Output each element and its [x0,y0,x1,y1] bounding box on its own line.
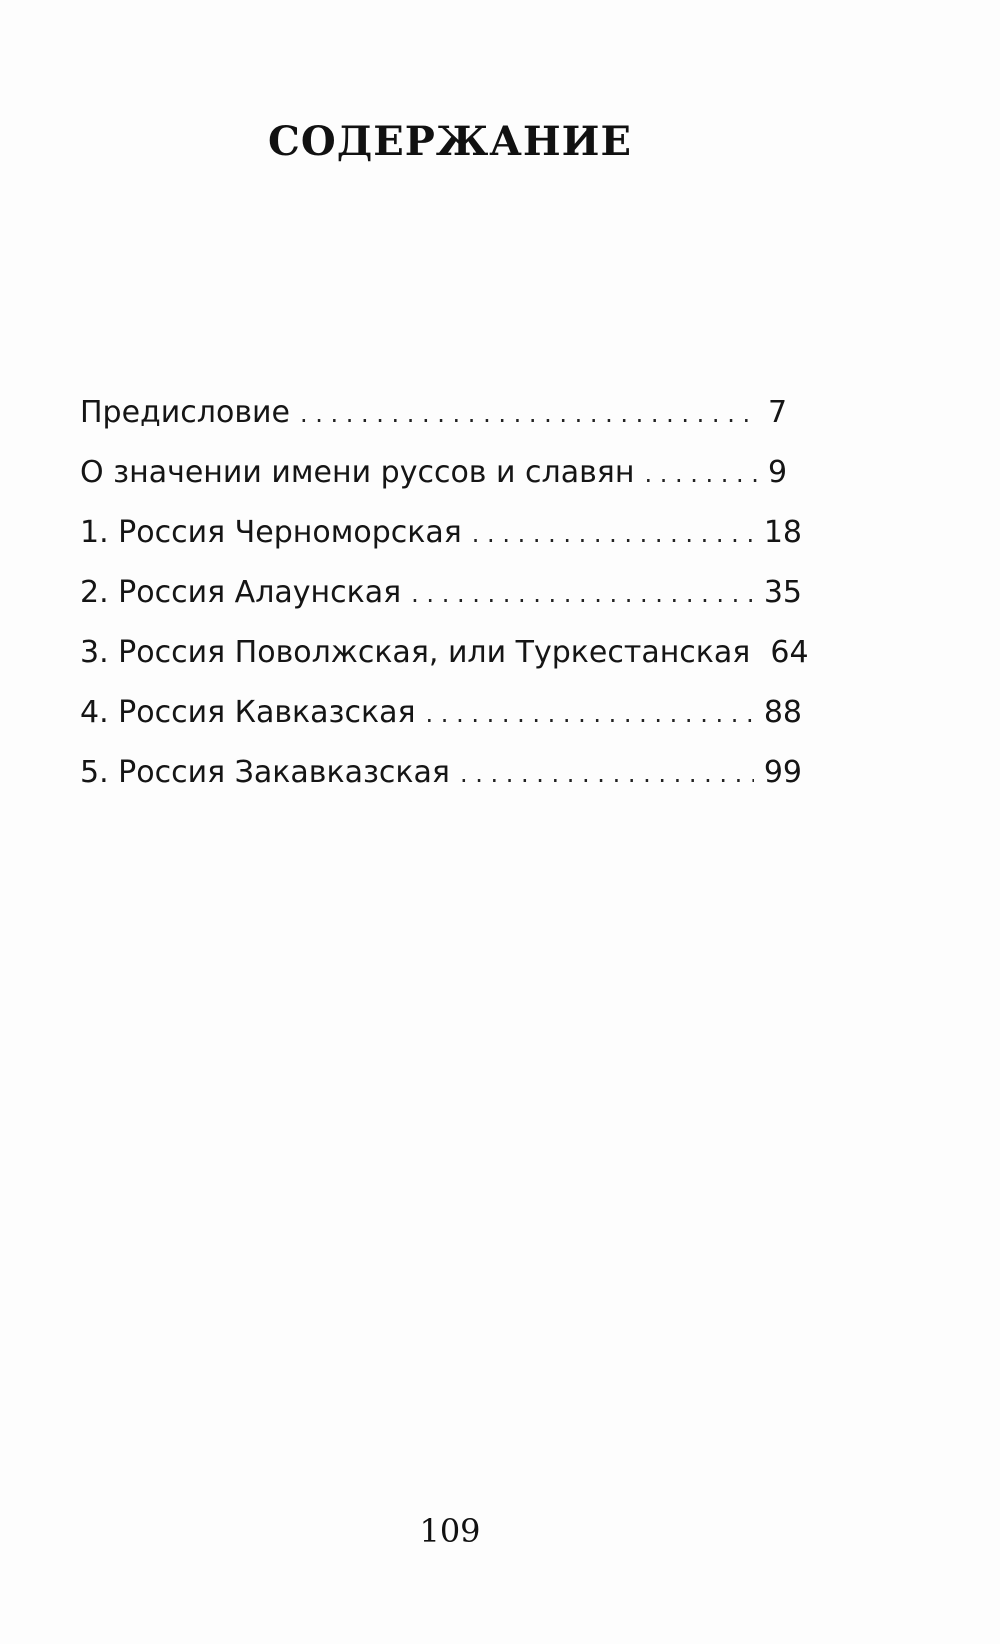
page-number: 109 [419,1512,481,1550]
toc-entry [80,575,802,635]
toc-leader-dots [460,760,754,788]
toc-entry-label: 4. Россия Кавказская [80,695,416,730]
toc-entry-page: 35 [763,575,802,610]
toc-leader-dots [300,400,758,428]
toc-leader-dots [644,460,758,488]
toc-entry-page: 99 [763,755,802,790]
toc-entry [80,695,802,755]
toc-leader-dots [426,700,754,728]
toc-entry [80,455,802,515]
toc-leader-dots [411,580,754,608]
toc-entry-label: 1. Россия Черноморская [80,515,462,550]
toc-entry [80,755,802,815]
page-title: СОДЕРЖАНИЕ [268,118,632,165]
toc-entry-label: Предисловие [80,395,290,430]
toc-entry-label: 3. Россия Поволжская, или Туркестанская [80,635,751,670]
toc-entry-page: 64 [770,635,809,670]
toc-entry-page: 9 [768,455,788,490]
toc-entry-label: 5. Россия Закавказская [80,755,450,790]
toc-entry-page: 88 [763,695,802,730]
toc-entry-page: 7 [768,395,788,430]
toc-entry [80,635,809,695]
toc-entry [80,395,802,455]
toc-entry [80,515,802,575]
toc-entry-label: 2. Россия Алаунская [80,575,402,610]
toc-leader-dots [472,520,754,548]
toc-entry-label: О значении имени руссов и славян [80,455,635,490]
toc-entry-page: 18 [763,515,802,550]
table-of-contents [80,395,809,815]
